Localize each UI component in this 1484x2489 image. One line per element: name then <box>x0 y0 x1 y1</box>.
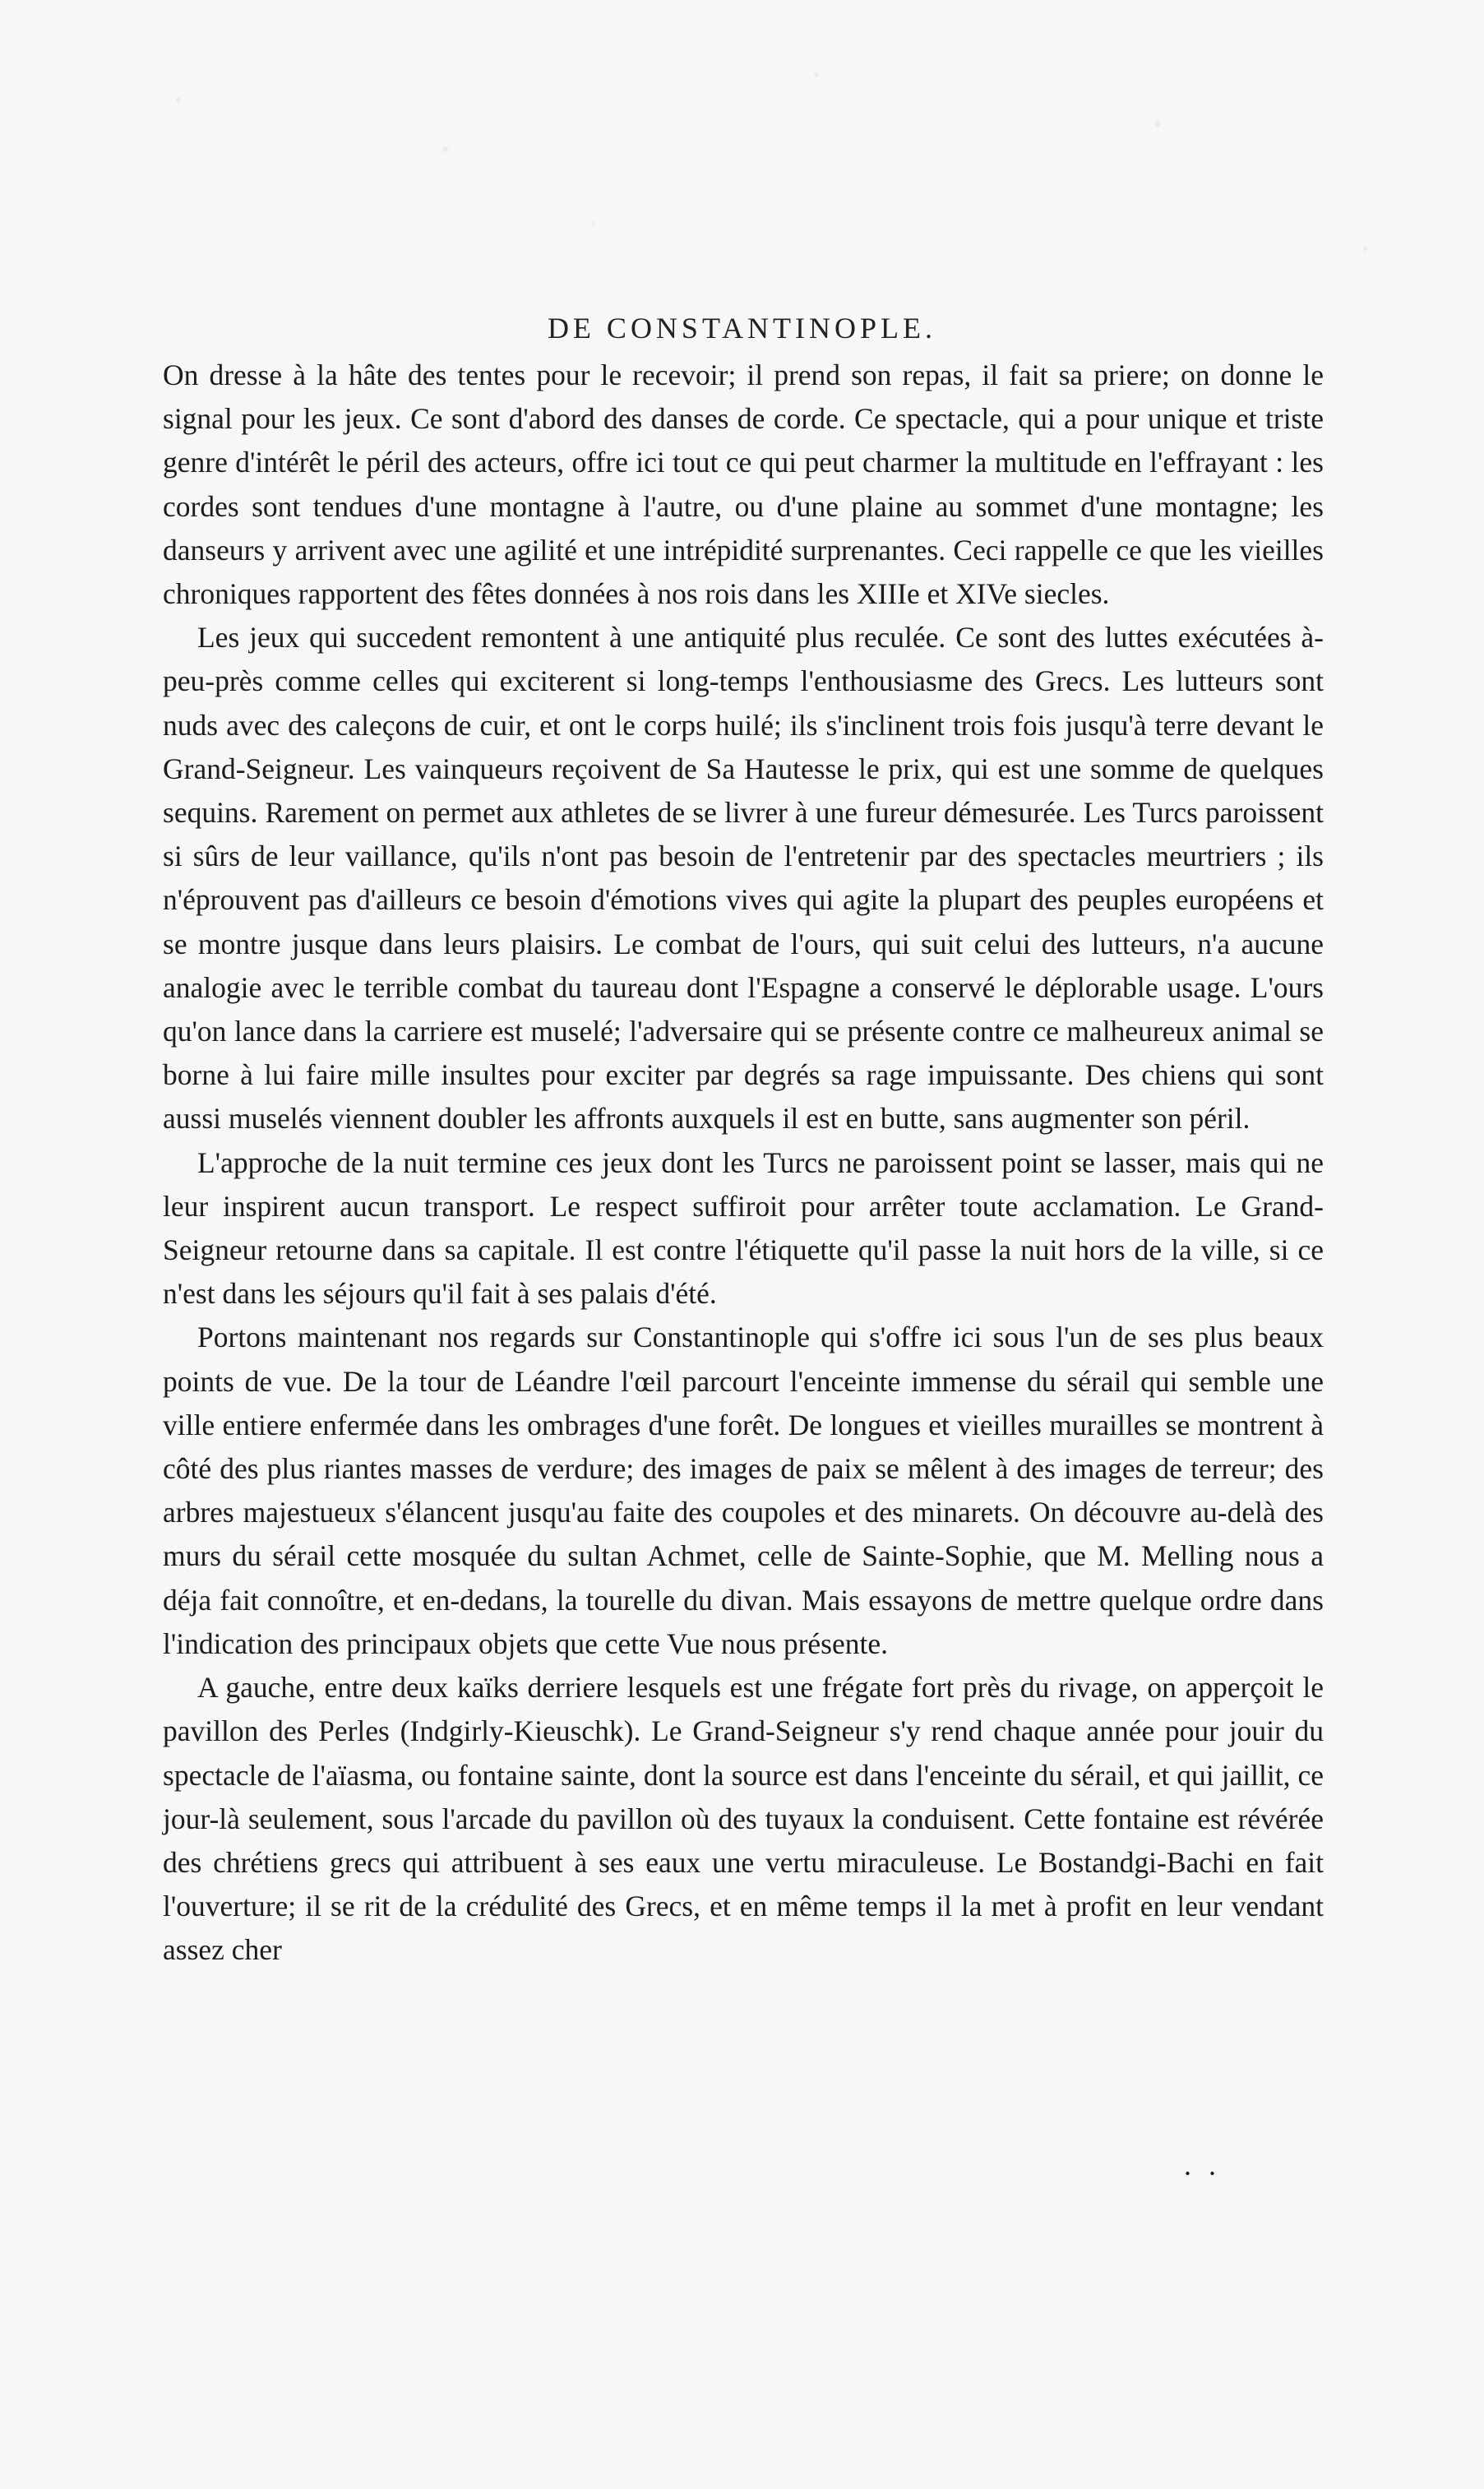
running-head: DE CONSTANTINOPLE. <box>547 312 937 345</box>
body-text <box>163 354 1324 1973</box>
paragraph: Les jeux qui succedent remontent à une antiquité plus reculée. Ce sont des luttes exécutées à-peu-près comme celles qui exciterent si long-temps l'enthousiasme des Grecs. Les lutteurs sont nuds avec des caleçons de cuir, et ont le corps huilé; ils s'inclinent trois fois jusqu'à terre devant le Grand-Seigneur. Les vainqueurs reçoivent de Sa Hautesse le prix, qui est une somme de quelques sequins. Rarement on permet aux athletes de se livrer à une fureur démesurée. Les Turcs paroissent si sûrs de leur vaillance, qu'ils n'ont pas besoin de l'entretenir par des spectacles meurtriers ; ils n'éprouvent pas d'ailleurs ce besoin d'émotions vives qui agite la plupart des peuples européens et se montre jusque dans leurs plaisirs. Le combat de l'ours, qui suit celui des lutteurs, n'a aucune analogie avec le terrible combat du taureau dont l'Espagne a conservé le déplorable usage. L'ours qu'on lance dans la carriere est muselé; l'adversaire qui se présente contre ce malheureux animal se borne à lui faire mille insultes pour exciter par degrés sa rage impuissante. Des chiens qui sont aussi muselés viennent doubler les affronts auxquels il est en butte, sans augmenter son péril. <box>163 621 1324 1136</box>
paragraph: A gauche, entre deux kaïks derriere lesquels est une frégate fort près du rivage, on apperçoit le pavillon des Perles (Indgirly-Kieuschk). Le Grand-Seigneur s'y rend chaque année pour jouir du spectacle de l'aïasma, ou fontaine sainte, dont la source est dans l'enceinte du sérail, et qui jaillit, ce jour-là seulement, sous l'arcade du pavillon où des tuyaux la conduisent. Cette fontaine est révérée des chrétiens grecs qui attribuent à ses eaux une vertu miraculeuse. Le Bostandgi-Bachi en fait l'ouverture; il se rit de la crédulité des Grecs, et en même temps il la met à profit en leur vendant assez cher <box>163 1671 1324 1967</box>
paragraph: On dresse à la hâte des tentes pour le recevoir; il prend son repas, il fait sa priere; on donne le signal pour les jeux. Ce sont d'abord des danses de corde. Ce spectacle, qui a pour unique et triste genre d'intérêt le péril des acteurs, offre ici tout ce qui peut charmer la multitude en l'effrayant : les cordes sont tendues d'une montagne à l'autre, ou d'une plaine au sommet d'une montagne; les danseurs y arrivent avec une agilité et une intrépidité surprenantes. Ceci rappelle ce que les vieilles chroniques rapportent des fêtes données à nos rois dans les XIIIe et XIVe siecles. <box>163 359 1324 611</box>
paragraph: Portons maintenant nos regards sur Constantinople qui s'offre ici sous l'un de ses plus beaux points de vue. De la tour de Léandre l'œil parcourt l'enceinte immense du sérail qui semble une ville entiere enfermée dans les ombrages d'une forêt. De longues et vieilles murailles se montrent à côté des plus riantes masses de verdure; des images de paix se mêlent à des images de terreur; des arbres majestueux s'élancent jusqu'au faite des coupoles et des minarets. On découvre au-delà des murs du sérail cette mosquée du sultan Achmet, celle de Sainte-Sophie, que M. Melling nous a déja fait connoître, et en-dedans, la tourelle du divan. Mais essayons de mettre quelque ordre dans l'indication des principaux objets que cette Vue nous présente. <box>163 1321 1324 1660</box>
catchword: . . <box>1184 2149 1221 2181</box>
paragraph: L'approche de la nuit termine ces jeux dont les Turcs ne paroissent point se lasser, mais qui ne leur inspirent aucun transport. Le respect suffiroit pour arrêter toute acclamation. Le Grand-Seigneur retourne dans sa capitale. Il est contre l'étiquette qu'il passe la nuit hors de la ville, si ce n'est dans les séjours qu'il fait à ses palais d'été. <box>163 1145 1324 1311</box>
